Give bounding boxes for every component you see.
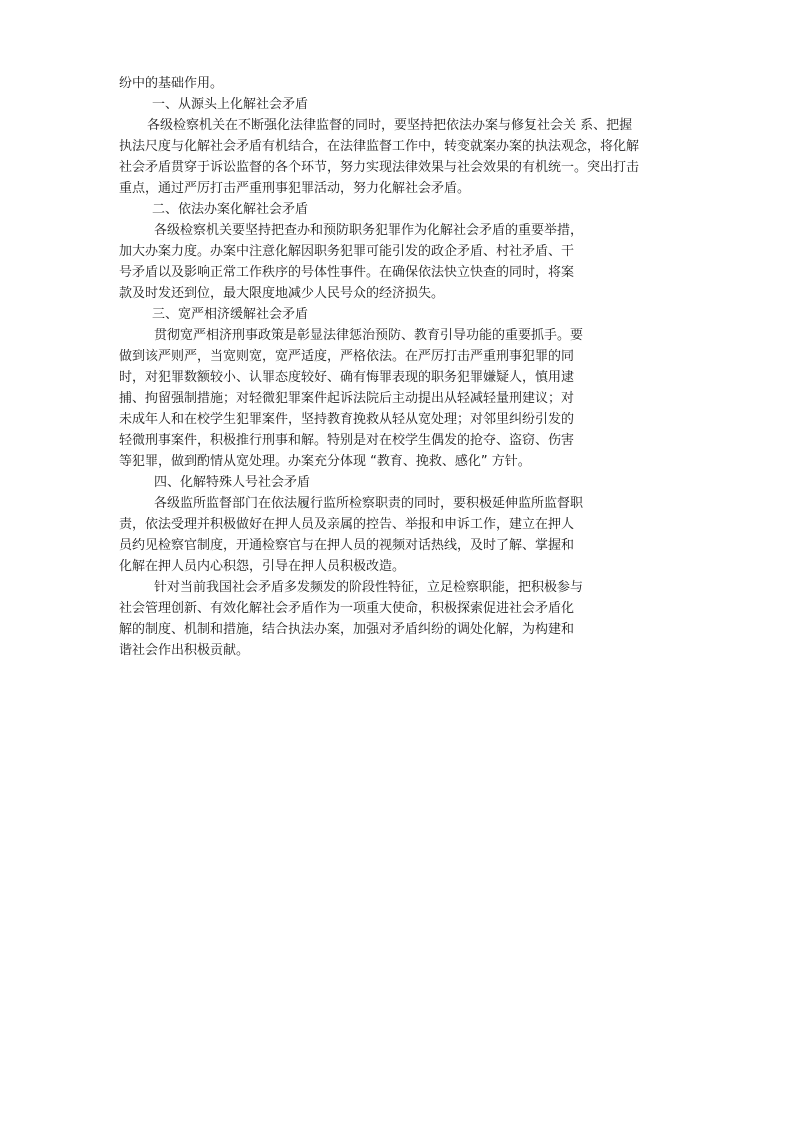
paragraph-line: 贯彻宽严相济刑事政策是彰显法律惩治预防、教育引导功能的重要抓手。要 — [154, 328, 584, 343]
document-body — [119, 73, 679, 661]
paragraph-line: 时，对犯罪数额较小、认罪态度较好、确有悔罪表现的职务犯罪嫌疑人，慎用逮 — [119, 370, 575, 385]
paragraph-line: 谐社会作出积极贡献。 — [119, 643, 250, 658]
paragraph-line: 重点，通过严厉打击严重刑事犯罪活动，努力化解社会矛盾。 — [119, 181, 471, 196]
paragraph-line: 做到该严则严，当宽则宽，宽严适度，严格依法。在严厉打击严重刑事犯罪的同 — [119, 349, 575, 364]
paragraph-line: 执法尺度与化解社会矛盾有机结合，在法律监督工作中，转变就案办案的执法观念，将化解 — [119, 139, 640, 154]
paragraph-line: 各级检察机关要坚持把查办和预防职务犯罪作为化解社会矛盾的重要举措， — [154, 223, 584, 238]
paragraph-line: 各级检察机关在不断强化法律监督的同时，要坚持把依法办案与修复社会关 系、把握 — [147, 118, 633, 133]
paragraph-line: 号矛盾以及影响正常工作秩序的号体性事件。在确保依法快立快查的同时，将案 — [119, 265, 575, 280]
section-heading-1: 一、从源头上化解社会矛盾 — [152, 97, 309, 112]
paragraph-line: 社会矛盾贯穿于诉讼监督的各个环节，努力实现法律效果与社会效果的有机统一。突出打击 — [119, 160, 640, 175]
paragraph-line: 款及时发还到位，最大限度地减少人民号众的经济损失。 — [119, 286, 445, 301]
paragraph-line: 针对当前我国社会矛盾多发频发的阶段性特征，立足检察职能，把积极参与 — [154, 580, 584, 595]
continuation-line: 纷中的基础作用。 — [119, 76, 224, 91]
paragraph-line: 各级监所监督部门在依法履行监所检察职责的同时，要积极延伸监所监督职 — [154, 496, 584, 511]
paragraph-line: 等犯罪，做到酌情从宽处理。办案充分体现 “教育、挽救、感化” 方针。 — [119, 454, 531, 469]
section-heading-2: 二、依法办案化解社会矛盾 — [152, 202, 309, 217]
paragraph-line: 化解在押人员内心积怨，引导在押人员积极改造。 — [119, 559, 406, 574]
paragraph-line: 解的制度、机制和措施，结合执法办案，加强对矛盾纠纷的调处化解，为构建和 — [119, 622, 575, 637]
section-heading-4: 四、化解特殊人号社会矛盾 — [154, 475, 311, 490]
paragraph-line: 轻微刑事案件，积极推行刑事和解。特别是对在校学生偶发的抢夺、盗窃、伤害 — [119, 433, 575, 448]
section-heading-3: 三、宽严相济缓解社会矛盾 — [152, 307, 309, 322]
paragraph-line: 责，依法受理并积极做好在押人员及亲属的控告、举报和申诉工作，建立在押人 — [119, 517, 575, 532]
paragraph-line: 未成年人和在校学生犯罪案件，坚持教育挽救从轻从宽处理；对邻里纠纷引发的 — [119, 412, 575, 427]
paragraph-line: 加大办案力度。办案中注意化解因职务犯罪可能引发的政企矛盾、村社矛盾、干 — [119, 244, 575, 259]
paragraph-line: 员约见检察官制度，开通检察官与在押人员的视频对话热线，及时了解、掌握和 — [119, 538, 575, 553]
paragraph-line: 社会管理创新、有效化解社会矛盾作为一项重大使命，积极探索促进社会矛盾化 — [119, 601, 575, 616]
paragraph-line: 捕、拘留强制措施；对轻微犯罪案件起诉法院后主动提出从轻减轻量刑建议；对 — [119, 391, 575, 406]
